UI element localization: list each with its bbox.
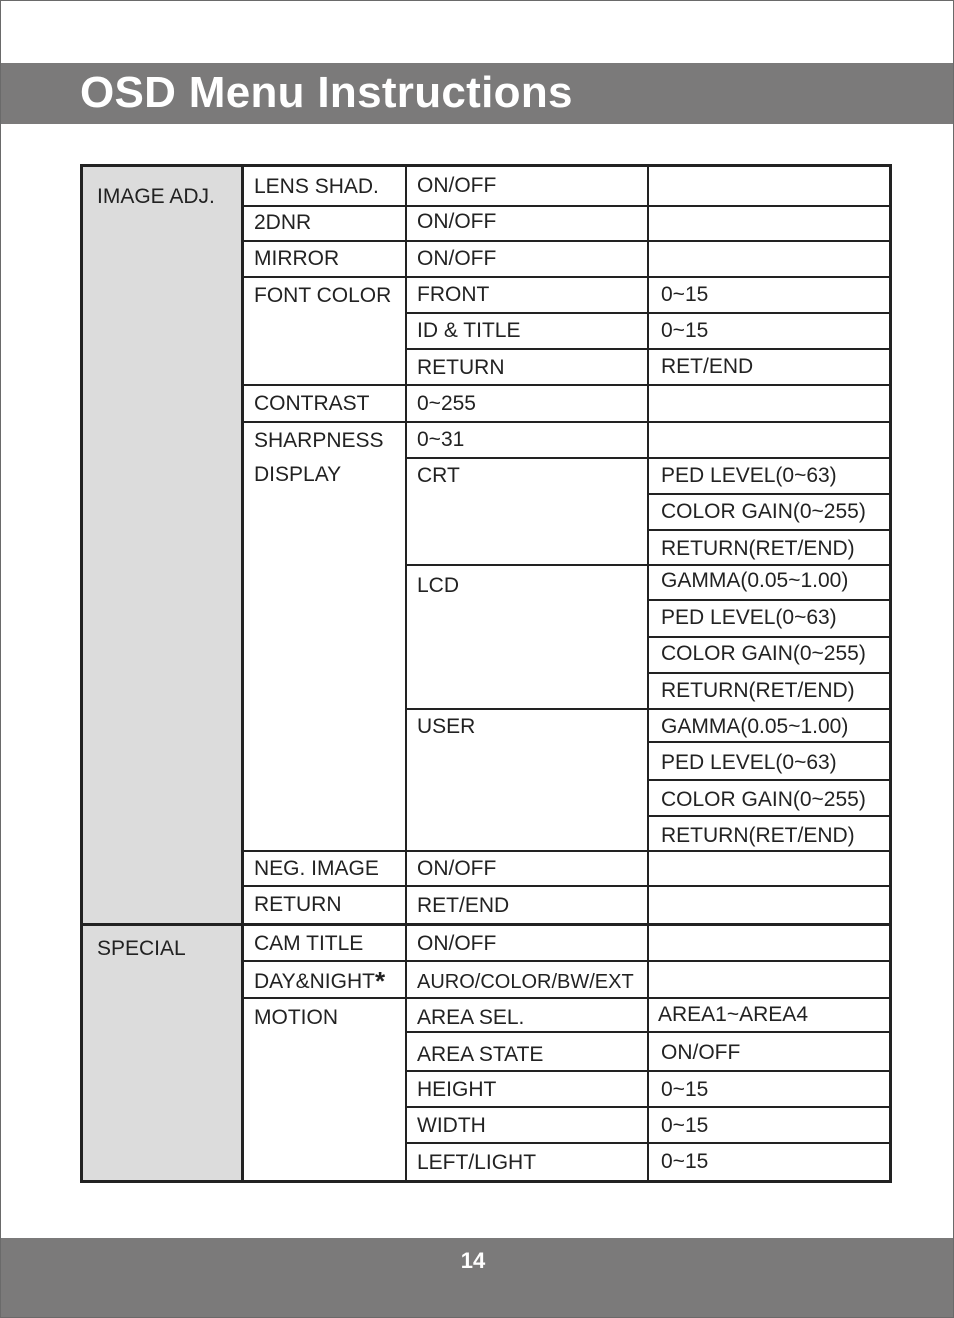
value-sharpness: 0~31 (417, 428, 465, 451)
row-divider (241, 384, 892, 386)
value-lens-shad: ON/OFF (417, 174, 497, 197)
lcd-option: PED LEVEL(0~63) (661, 606, 837, 629)
value-cam-title: ON/OFF (417, 932, 497, 955)
value-neg-image: ON/OFF (417, 857, 497, 880)
value-area-sel: AREA1~AREA4 (658, 1003, 808, 1026)
item-lens-shad: LENS SHAD. (254, 175, 379, 198)
subitem-area-state: AREA STATE (417, 1043, 544, 1066)
column-divider (241, 167, 244, 1180)
page-number: 14 (460, 1248, 486, 1273)
subitem-id-title: ID & TITLE (417, 319, 521, 342)
crt-option: PED LEVEL(0~63) (661, 464, 837, 487)
row-divider (241, 997, 892, 999)
row-divider (647, 779, 892, 781)
row-divider (647, 672, 892, 674)
item-mirror: MIRROR (254, 247, 340, 270)
column-divider (647, 167, 649, 1180)
subitem-height: HEIGHT (417, 1078, 497, 1101)
user-option: RETURN(RET/END) (661, 824, 855, 847)
section-divider (83, 923, 892, 926)
page-title: OSD Menu Instructions (80, 68, 573, 117)
row-divider (241, 421, 892, 423)
item-2dnr: 2DNR (254, 211, 312, 234)
item-day-night (254, 966, 386, 996)
row-divider (241, 276, 892, 278)
value-id-title: 0~15 (661, 319, 709, 342)
item-cam-title: CAM TITLE (254, 932, 364, 955)
row-divider (241, 205, 892, 207)
row-divider (647, 815, 892, 817)
value-front: 0~15 (661, 283, 709, 306)
category-special: SPECIAL (97, 937, 186, 960)
item-sharpness: SHARPNESS (254, 429, 384, 452)
row-divider (241, 240, 892, 242)
item-neg-image: NEG. IMAGE (254, 857, 379, 880)
row-divider (405, 348, 892, 350)
item-return: RETURN (254, 893, 342, 916)
row-divider (405, 1106, 892, 1108)
lcd-option: GAMMA(0.05~1.00) (661, 569, 849, 592)
asterisk-mark: * (374, 966, 386, 996)
value-return: RET/END (417, 894, 510, 917)
row-divider (647, 599, 892, 601)
value-2dnr: ON/OFF (417, 210, 497, 233)
row-divider (405, 1070, 892, 1072)
row-divider (405, 1031, 892, 1033)
row-divider (241, 960, 892, 962)
value-left-light: 0~15 (661, 1150, 709, 1173)
item-contrast: CONTRAST (254, 392, 370, 415)
row-divider (405, 312, 892, 314)
row-divider (647, 529, 892, 531)
subitem-area-sel: AREA SEL. (417, 1006, 525, 1029)
lcd-option: COLOR GAIN(0~255) (661, 642, 866, 665)
item-display: DISPLAY (254, 463, 342, 486)
user-option: GAMMA(0.05~1.00) (661, 715, 849, 738)
value-contrast: 0~255 (417, 392, 476, 415)
row-divider (241, 885, 892, 887)
subitem-user: USER (417, 715, 476, 738)
row-divider (647, 741, 892, 743)
value-day-night: AURO/COLOR/BW/EXT (417, 971, 634, 993)
crt-option: COLOR GAIN(0~255) (661, 500, 866, 523)
day-night-label: DAY&NIGHT (254, 970, 375, 993)
column-divider (405, 167, 407, 1180)
row-divider (405, 1142, 892, 1144)
item-motion: MOTION (254, 1006, 338, 1029)
value-mirror: ON/OFF (417, 247, 497, 270)
value-font-return: RET/END (661, 355, 754, 378)
row-divider (405, 457, 892, 459)
subitem-lcd: LCD (417, 574, 460, 597)
subitem-font-return: RETURN (417, 356, 505, 379)
category-image-adj: IMAGE ADJ. (97, 185, 215, 208)
row-divider (405, 564, 892, 566)
value-height: 0~15 (661, 1078, 709, 1101)
value-width: 0~15 (661, 1114, 709, 1137)
row-divider (405, 708, 892, 710)
osd-menu-table (80, 164, 892, 1183)
user-option: PED LEVEL(0~63) (661, 751, 837, 774)
row-divider (647, 636, 892, 638)
subitem-front: FRONT (417, 283, 490, 306)
row-divider (241, 850, 892, 852)
crt-option: RETURN(RET/END) (661, 537, 855, 560)
row-divider (647, 493, 892, 495)
item-font-color: FONT COLOR (254, 284, 392, 307)
subitem-left-light: LEFT/LIGHT (417, 1151, 537, 1174)
category-column (83, 167, 241, 1180)
subitem-width: WIDTH (417, 1114, 486, 1137)
subitem-crt: CRT (417, 464, 460, 487)
lcd-option: RETURN(RET/END) (661, 679, 855, 702)
user-option: COLOR GAIN(0~255) (661, 788, 866, 811)
value-area-state: ON/OFF (661, 1041, 741, 1064)
